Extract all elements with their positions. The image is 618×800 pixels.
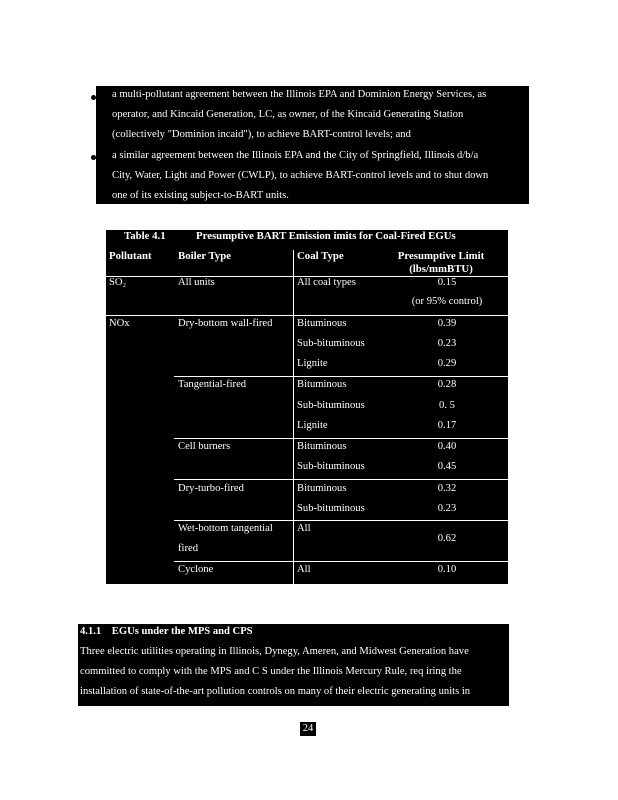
- row-coal: Lignite: [297, 358, 328, 369]
- boiler-tangential: Tangential-fired: [178, 379, 247, 390]
- row-limit: 0.17: [437, 420, 457, 431]
- row-limit: 0. 5: [439, 400, 455, 411]
- section-line-1: Three electric utilities operating in Illinois, Dynegy, Ameren, and Midwest Generation have: [80, 646, 469, 657]
- row-limit: 0.10: [437, 564, 457, 575]
- section-heading: [80, 625, 253, 639]
- rule: [106, 315, 508, 316]
- boiler-wet-bottom: Wet-bottom tangential: [178, 523, 273, 534]
- header-boiler-type: Boiler Type: [178, 250, 232, 262]
- table-caption-number: Table 4.1: [124, 230, 166, 242]
- row-coal: Bituminous: [297, 318, 347, 329]
- section-title: EGUs under the MPS and CPS: [111, 626, 253, 637]
- boiler-wet-bottom-cont: fired: [178, 543, 198, 554]
- table-caption-title: Presumptive BART Emission imits for Coal-Fired EGUs: [196, 230, 456, 242]
- boiler-cell: Cell burners: [178, 441, 231, 452]
- bullet-1-line-1: a multi-pollutant agreement between the Illinois EPA and Dominion Energy Services, as: [112, 89, 487, 100]
- row-limit: 0.23: [437, 503, 457, 514]
- section-4-1-1: [78, 624, 509, 706]
- bullet-2-line-3: one of its existing subject-to-BART units.: [112, 190, 289, 201]
- bullet-2-line-2: City, Water, Light and Power (CWLP), to achieve BART-control levels and to shut down: [112, 170, 489, 181]
- row-coal: All: [297, 564, 311, 575]
- page-number: 24: [300, 722, 316, 736]
- header-coal-type: Coal Type: [297, 250, 344, 262]
- bullet-1-line-3: (collectively "Dominion incaid"), to achieve BART-control levels; and: [112, 129, 411, 140]
- so2-pollutant: SO₂: [109, 277, 127, 288]
- header-limit: Presumptive Limit: [397, 250, 485, 262]
- row-limit: 0.29: [437, 358, 457, 369]
- row-coal: Bituminous: [297, 483, 347, 494]
- nox-pollutant: NOx: [109, 318, 130, 329]
- so2-boiler: All units: [178, 277, 215, 288]
- bullet-1-line-2: operator, and Kincaid Generation, LC, as owner, of the Kincaid Generating Station: [112, 109, 464, 120]
- rule: [174, 479, 508, 480]
- row-coal: Sub-bituminous: [297, 338, 365, 349]
- section-number: 4.1.1: [80, 626, 102, 637]
- row-coal: Lignite: [297, 420, 328, 431]
- bullet-2-line-1: a similar agreement between the Illinois EPA and the City of Springfield, Illinois d/b/a: [112, 150, 479, 161]
- row-limit: 0.23: [437, 338, 457, 349]
- header-limit-units: (lbs/mmBTU): [409, 263, 473, 275]
- section-line-2: committed to comply with the MPS and C S under the Illinois Mercury Rule, req iring the: [80, 666, 462, 677]
- rule: [174, 438, 508, 439]
- section-line-3: installation of state-of-the-art pollution controls on many of their electric generating units in: [80, 686, 471, 697]
- so2-limit: 0.15: [437, 277, 457, 288]
- rule: [174, 561, 508, 562]
- row-limit: 0.62: [437, 533, 457, 544]
- boiler-cyclone: Cyclone: [178, 564, 214, 575]
- boiler-dry-turbo: Dry-turbo-fired: [178, 483, 244, 494]
- row-limit: 0.39: [437, 318, 457, 329]
- row-coal: All: [297, 523, 311, 534]
- row-coal: Sub-bituminous: [297, 461, 365, 472]
- header-pollutant: Pollutant: [109, 250, 152, 262]
- boiler-dry-bottom: Dry-bottom wall-fired: [178, 318, 273, 329]
- rule: [174, 376, 508, 377]
- so2-note: (or 95% control): [411, 296, 483, 307]
- row-coal: Sub-bituminous: [297, 503, 365, 514]
- bart-limits-table: [106, 230, 508, 584]
- row-limit: 0.45: [437, 461, 457, 472]
- bullet-list: [96, 86, 529, 204]
- row-limit: 0.28: [437, 379, 457, 390]
- row-limit: 0.32: [437, 483, 457, 494]
- rule: [174, 520, 508, 521]
- row-coal: Bituminous: [297, 379, 347, 390]
- rule: [293, 250, 294, 588]
- so2-coal: All coal types: [297, 277, 356, 288]
- row-coal: Sub-bituminous: [297, 400, 365, 411]
- row-coal: Bituminous: [297, 441, 347, 452]
- row-limit: 0.40: [437, 441, 457, 452]
